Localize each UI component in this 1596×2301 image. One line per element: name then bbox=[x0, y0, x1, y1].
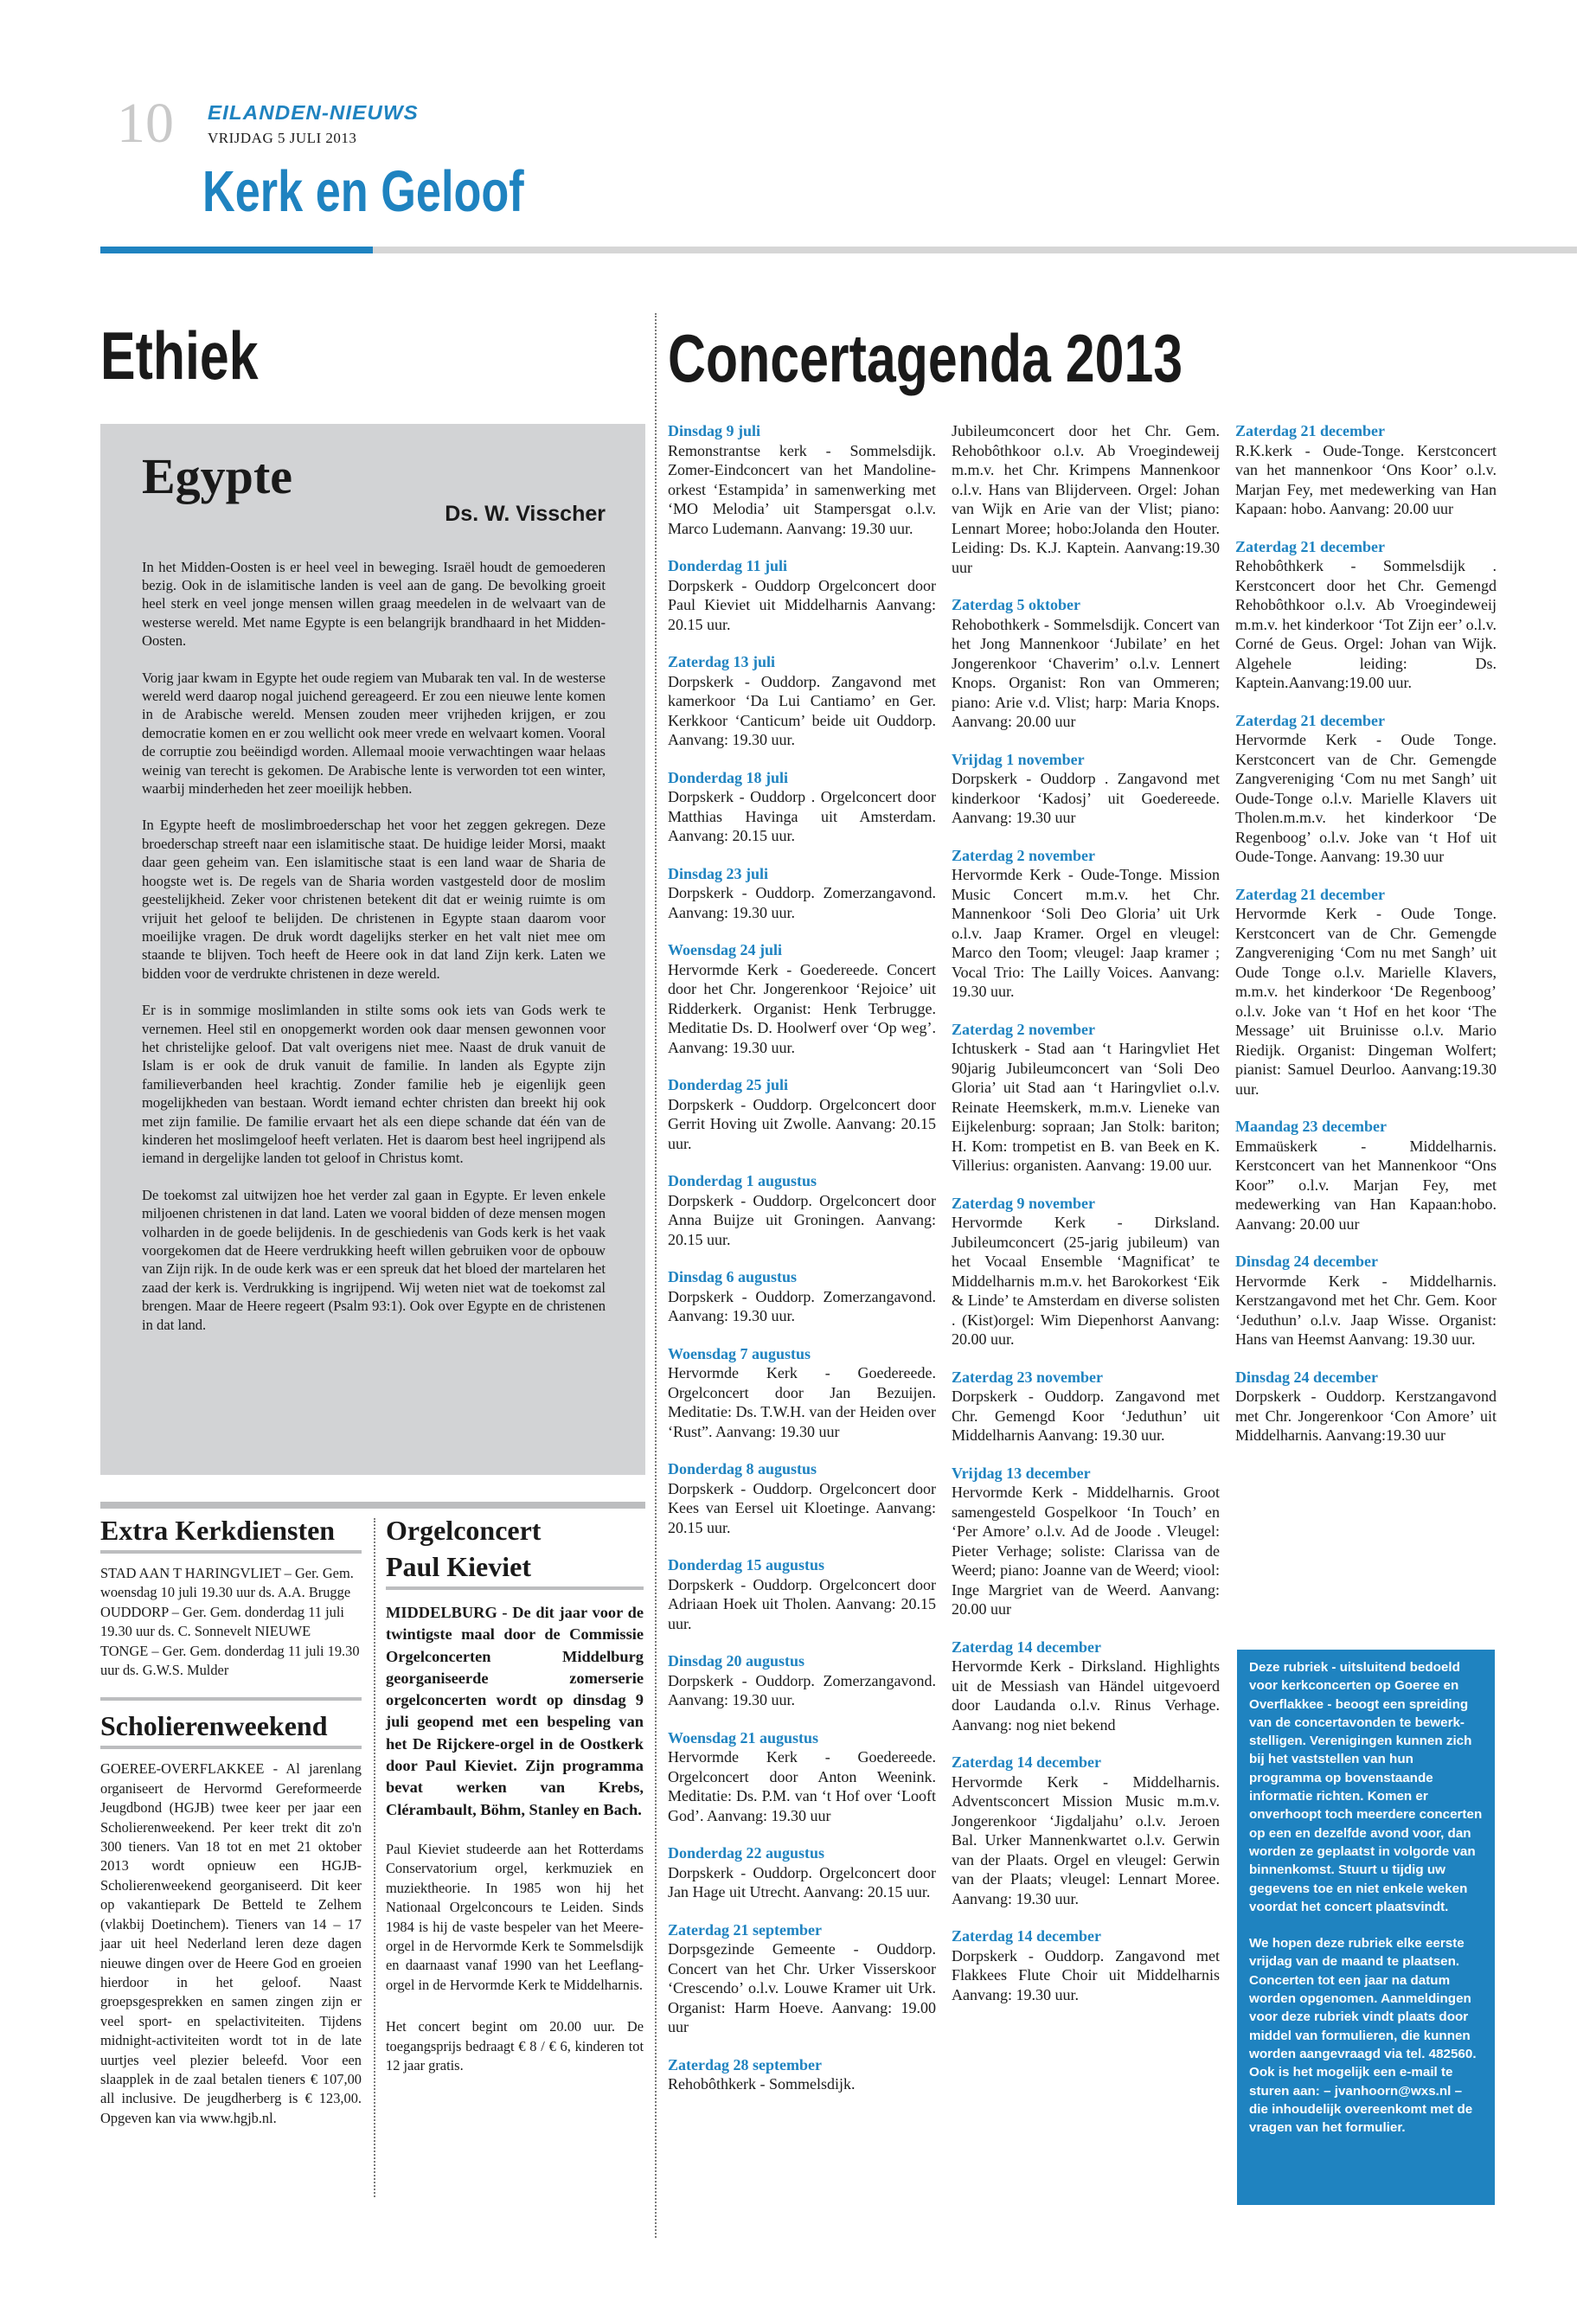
event-date: Zaterdag 21 december bbox=[1235, 422, 1385, 439]
event-text: R.K.kerk - Oude-Tonge. Kerstconcert van het mannenkoor ‘Ons Koor’ o.l.v. Marjan Fey, met medewerking van Han Kapaan: hobo. Aanvang: 20.00 uur bbox=[1235, 441, 1497, 517]
event-text: Dorpskerk - Ouddorp Orgelconcert door Paul Kieviet uit Middelharnis Aanvang: 20.15 uur. bbox=[668, 576, 936, 633]
event-text: Rehobôthkerk - Sommelsdijk . Kerstconcert door het Chr. Gemengd Rehobôthkoor o.l.v. Ab Vroegindeweij m.m.v. het kinderkoor ‘Tot Zijn eer’ o.l.v. Corné de Geus. Orgel: Johan van Wijk. Algehele leiding: Ds. Kaptein.Aanvang:19.00 uur. bbox=[1235, 557, 1497, 691]
event-text: Hervormde Kerk - Goedereede. Orgelconcert door Anton Weenink. Meditatie: Ds. P.M. van ‘t Hof over ‘Looft God’. Aanvang: 19.30 uur bbox=[668, 1748, 936, 1824]
event-date: Donderdag 11 juli bbox=[668, 557, 788, 574]
agenda-event bbox=[1235, 1252, 1497, 1349]
event-text: Dorpskerk - Ouddorp . Zangavond met kinderkoor ‘Kadosj’ uit Goedereede. Aanvang: 19.30 uur bbox=[952, 770, 1220, 826]
event-text: Dorpskerk - Ouddorp. Orgelconcert door Jan Hage uit Utrecht. Aanvang: 20.15 uur. bbox=[668, 1863, 936, 1900]
heading-rule bbox=[100, 1550, 362, 1554]
event-text: Hervormde Kerk - Middelharnis. Adventsconcert Mission Music m.m.v. Jongerenkoor ‘Jigdaljahu’ o.l.v. Jeroen Bal. Urker Mannenkwartet o.l.v. Gerwin van der Plaats. Orgel en vleugel: Gerwin van der Plaats; vleugel: Lennart Moree. Aanvang: 19.30 uur. bbox=[952, 1772, 1220, 1907]
event-date: Donderdag 15 augustus bbox=[668, 1556, 825, 1574]
event-date: Zaterdag 2 november bbox=[952, 1020, 1095, 1038]
agenda-event bbox=[1235, 421, 1497, 519]
event-text: Hervormde Kerk - Goedereede. Concert door het Chr. Jongerenkoor ‘Rejoice’ uit Ridderkerk. Organist: Henk Terbrugge. Meditatie Ds. D. Hoolwerf over ‘Op weg’. Aanvang: 19.30 uur. bbox=[668, 960, 936, 1056]
agenda-heading: Concertagenda 2013 bbox=[668, 320, 1183, 396]
agenda-event bbox=[952, 1020, 1220, 1176]
event-text: Dorpskerk - Ouddorp. Orgelconcert door Kees van Eersel uit Kloetinge. Aanvang: 20.15 uur. bbox=[668, 1479, 936, 1536]
event-date: Dinsdag 9 juli bbox=[668, 422, 761, 439]
event-date: Dinsdag 24 december bbox=[1235, 1253, 1378, 1270]
orgelconcert-article bbox=[386, 1512, 644, 2086]
event-date: Donderdag 18 juli bbox=[668, 768, 789, 786]
agenda-event bbox=[668, 1075, 936, 1153]
page-number: 10 bbox=[117, 92, 174, 155]
agenda-event bbox=[668, 652, 936, 750]
header-rule bbox=[373, 247, 1577, 253]
agenda-event bbox=[668, 864, 936, 923]
event-text: Hervormde Kerk - Oude Tonge. Kerstconcert van de Chr. Gemengde Zangvereniging ‘Com nu met Sangh’ uit Oude-Tonge o.l.v. Marielle Klavers uit Tholen.m.m.v. het kinderkoor ‘De Regenboog’ o.l.v. Joke van ‘t Hof uit Oude-Tonge. Aanvang: 19.30 uur bbox=[1235, 731, 1497, 865]
agenda-column-2 bbox=[952, 421, 1220, 2022]
event-text: Remonstrantse kerk - Sommelsdijk. Zomer-Eindconcert van het Mandoline-orkest ‘Estampida’ in samenwerking met ‘MO Melodia’ uit Stampersgat o.l.v. Marco Ludemann. Aanvang: 19.30 uur. bbox=[668, 441, 936, 537]
agenda-event bbox=[952, 750, 1220, 828]
article-paragraph: Het concert begint om 20.00 uur. De toegangsprijs bedraagt € 8 / € 6, kinderen tot 12 jaar gratis. bbox=[386, 2018, 644, 2074]
agenda-event bbox=[668, 421, 936, 538]
event-date: Zaterdag 13 juli bbox=[668, 653, 775, 670]
agenda-event bbox=[952, 1368, 1220, 1445]
event-date: Zaterdag 14 december bbox=[952, 1927, 1101, 1945]
agenda-event bbox=[1235, 885, 1497, 1099]
event-date: Donderdag 25 juli bbox=[668, 1076, 789, 1093]
event-date: Zaterdag 2 november bbox=[952, 846, 1095, 864]
event-text: Dorpskerk - Ouddorp. Zangavond met kamerkoor ‘Da Lui Cantiamo’ en Ger. Kerkkoor ‘Canticum’ beide uit Ouddorp. Aanvang: 19.30 uur. bbox=[668, 672, 936, 748]
ethiek-heading: Ethiek bbox=[100, 317, 259, 394]
event-text: Hervormde Kerk - Goedereede. Orgelconcert door Jan Bezuijen. Meditatie: Ds. T.W.H. van der Heiden over ‘Rust”. Aanvang: 19.30 uur bbox=[668, 1364, 936, 1440]
event-date: Zaterdag 14 december bbox=[952, 1638, 1101, 1656]
event-date: Maandag 23 december bbox=[1235, 1118, 1387, 1135]
event-date: Zaterdag 21 december bbox=[1235, 711, 1385, 729]
event-date: Woensdag 21 augustus bbox=[668, 1728, 819, 1747]
agenda-event bbox=[1235, 537, 1497, 693]
event-date: Dinsdag 20 augustus bbox=[668, 1652, 805, 1670]
agenda-event bbox=[952, 1464, 1220, 1619]
agenda-event bbox=[668, 1920, 936, 2037]
agenda-event bbox=[952, 1753, 1220, 1908]
event-text: Dorpskerk - Ouddorp. Orgelconcert door Anna Buijze uit Groningen. Aanvang: 20.15 uur. bbox=[668, 1191, 936, 1248]
event-text: Dorpskerk - Ouddorp. Orgelconcert door Adriaan Hoek uit Tholen. Aanvang: 20.15 uur. bbox=[668, 1575, 936, 1632]
event-text: Dorpskerk - Ouddorp. Orgelconcert door Gerrit Hoving uit Zwolle. Aanvang: 20.15 uur. bbox=[668, 1095, 936, 1152]
agenda-event bbox=[668, 1555, 936, 1633]
info-paragraph: We hopen deze rubriek elke eerste vrijdag van de maand te plaatsen. Concerten tot een jaar na datum worden opgenomen. Aanmeldingen voor deze rubriek vindt plaats door middel van formulieren, die kunnen worden aangevraagd via tel. 482560. Ook is het mogelijk een e-mail te sturen aan: – jvanhoorn@wxs.nl – die inhoudelijk overeenkomt met de vragen van het formulier. bbox=[1249, 1936, 1477, 2136]
event-date: Dinsdag 6 augustus bbox=[668, 1268, 798, 1285]
article-paragraph: In het Midden-Oosten is er heel veel in beweging. Israël houdt de gemoederen bezig. Ook in de islamitische landen is veel aan de gang. De bevolking groeit heel sterk en veel jonge mensen willen graag meedelen in de welvaart van de westerse wereld. Met name Egypte is een belangrijk brandhaard in het Midden-Oosten. bbox=[142, 558, 606, 650]
event-text: Ichtuskerk - Stad aan ‘t Haringvliet Het 90jarig Jubileumconcert van ‘Soli Deo Gloria’ uit Stad aan ‘t Haringvliet o.l.v. Reinate Heemskerk, m.m.v. Lieneke van Eijkelenburg: sopraan; Jan Stolk: bariton; H. Kom: trompetist en B. van Beek en K. Villerius: organisten. Aanvang: 19.00 uur. bbox=[952, 1040, 1220, 1174]
section-divider bbox=[100, 1502, 645, 1509]
column-separator bbox=[374, 1518, 375, 2197]
event-text: Dorpskerk - Ouddorp. Zomerzangavond. Aanvang: 19.30 uur. bbox=[668, 1287, 936, 1324]
event-date: Donderdag 22 augustus bbox=[668, 1844, 825, 1862]
event-text: Hervormde Kerk - Middelharnis. Groot samengesteld Gospelkoor ‘In Touch’ en ‘Per Amore’ o.l.v. Ad de Joode . Vleugel: Pieter Verhage; soliste: Clarissa van de Weerd; piano: Joanne van de Weerd; viool: Inge Margriet van de Weerd. Aanvang: 20.00 uur bbox=[952, 1484, 1220, 1618]
ethiek-column-box bbox=[100, 424, 645, 1475]
event-text: Hervormde Kerk - Middelharnis. Kerstzangavond met het Chr. Gem. Koor ‘Jeduthun’ o.l.v. Jaap Wisse. Organist: Hans van Heemst Aanvang: 19.30 uur. bbox=[1235, 1272, 1497, 1348]
agenda-event bbox=[1235, 1117, 1497, 1234]
heading-rule bbox=[100, 1746, 362, 1749]
agenda-event bbox=[1235, 1368, 1497, 1445]
article-lead: MIDDELBURG - De dit jaar voor de twintigste maal door de Commissie Orgelconcerten Middelburg georganiseerde zomerserie orgelconcerten wordt op dinsdag 9 juli geopend met een bespeling van het De Rijckere-orgel in de Oostkerk door Paul Kieviet. Zijn programma bevat werken van Krebs, Clérambault, Böhm, Stanley en Bach. bbox=[386, 1604, 644, 1818]
agenda-event bbox=[952, 595, 1220, 732]
article-heading-line: Paul Kieviet bbox=[386, 1551, 531, 1582]
event-text: Dorpskerk - Ouddorp. Zomerzangavond. Aanvang: 19.30 uur. bbox=[668, 1671, 936, 1708]
event-text: Dorpskerk - Ouddorp. Zangavond met Flakkees Flute Choir uit Middelharnis Aanvang: 19.30 uur. bbox=[952, 1946, 1220, 2003]
agenda-event bbox=[668, 1728, 936, 1826]
agenda-event bbox=[952, 846, 1220, 1002]
agenda-event bbox=[1235, 711, 1497, 867]
agenda-event bbox=[668, 1651, 936, 1710]
event-text: Hervormde Kerk - Oude-Tonge. Mission Music Concert m.m.v. het Chr. Mannenkoor ‘Soli Deo Gloria’ uit Urk o.l.v. Jaap Kramer. Orgel en vleugel: Marco den Toom; vleugel: Jaap kramer ; Vocal Trio: The Lailly Voices. Aanvang: 19.30 uur. bbox=[952, 866, 1220, 1000]
left-articles-column bbox=[100, 1512, 362, 2128]
agenda-column-1 bbox=[668, 421, 936, 2112]
event-date: Zaterdag 21 december bbox=[1235, 537, 1385, 555]
article-paragraph: Er is in sommige moslimlanden in stilte soms ook iets van Gods werk te vernemen. Heel stil en onopgemerkt worden ook daar mensen gewonnen voor het christelijke geloof. Dat valt overigens niet mee. Naast de druk vanuit de Islam is er ook de druk vanuit de familie. In landen als Egypte zijn familieverbanden heel krachtig. Zonder familie heb je eigenlijk geen mogelijkheden van bestaan. Wordt iemand echter christen dan breekt hij ook met zijn familie. De familie ervaart het als een diepe schande dat één van de kinderen het moslimgeloof heeft verlaten. Het is daarom best heel ingrijpend als iemand in dergelijke landen tot geloof in Christus komt. bbox=[142, 1002, 606, 1167]
agenda-event bbox=[668, 1267, 936, 1326]
event-date: Dinsdag 24 december bbox=[1235, 1368, 1378, 1386]
agenda-event bbox=[668, 768, 936, 846]
event-text: Dorpskerk - Ouddorp. Zangavond met Chr. Gemengd Koor ‘Jeduthun’ uit Middelharnis Aanvang: 19.30 uur. bbox=[952, 1388, 1220, 1444]
agenda-event bbox=[952, 1194, 1220, 1349]
event-date: Zaterdag 21 december bbox=[1235, 885, 1385, 903]
agenda-column-3 bbox=[1235, 421, 1497, 1464]
event-text: Emmaüskerk - Middelharnis. Kerstconcert van het Mannenkoor “Ons Koor” o.l.v. Marjan Fey, met medewerking van Han Kapaan:hobo. Aanvang: 20.00 uur bbox=[1235, 1137, 1497, 1233]
masthead-logo: EILANDEN-NIEUWS bbox=[208, 101, 419, 124]
event-text: Jubileumconcert door het Chr. Gem. Rehobôthkoor o.l.v. Ab Vroegindeweij m.m.v. het Chr. Krimpens Mannenkoor o.l.v. Hans van Blijderveen. Orgel: Johan van Wijk en Arie van der Vlist; piano: Lennart Moree; hobo:Jolanda den Houter. Leiding: Ds. K.J. Kaptein. Aanvang:19.30 uur bbox=[952, 422, 1220, 576]
rubriek-info-box bbox=[1237, 1650, 1495, 2205]
event-date: Zaterdag 9 november bbox=[952, 1194, 1095, 1212]
event-text: Hervormde Kerk - Dirksland. Highlights uit de Messiash van Händel uitgevoerd door Laudanda o.l.v. Rinus Verhage. Aanvang: nog niet bekend bbox=[952, 1657, 1220, 1734]
issue-date: VRIJDAG 5 JULI 2013 bbox=[208, 130, 357, 146]
article-heading: Scholierenweekend bbox=[100, 1710, 328, 1742]
event-text: Dorpskerk - Ouddorp. Zomerzangavond. Aanvang: 19.30 uur. bbox=[668, 884, 936, 921]
event-date: Zaterdag 28 september bbox=[668, 2055, 822, 2073]
event-text: Hervormde Kerk - Oude Tonge. Kerstconcert van de Chr. Gemengde Zangvereniging ‘Com nu met Sangh’ uit Oude Tonge o.l.v. Marielle Klavers, m.m.v. het kinderkoor ‘De Regenboog’ o.l.v. Joke van ‘t Hof en het koor ‘The Message’ uit Bruinisse o.l.v. Mario Riedijk. Organist: Dingeman Wolfert; pianist: Samuel Deurloo. Aanvang:19.30 uur. bbox=[1235, 905, 1497, 1098]
agenda-event bbox=[952, 421, 1220, 577]
info-paragraph: Deze rubriek - uitsluitend bedoeld voor kerkconcerten op Goeree en Overflakkee - beoogt een spreiding van de concertavonden te bewerk-stelligen. Verenigingen kunnen zich bij het vaststellen van hun programma op bovenstaande informatie richten. Komen er onverhoopt toch meerdere concerten op een en dezelfde avond voor, dan worden ze geplaatst in volgorde van binnenkomst. Stuurt u tijdig uw gegevens toe en niet enkele weken voordat het concert plaatsvindt. bbox=[1249, 1660, 1483, 1914]
agenda-event bbox=[668, 2055, 936, 2094]
agenda-event bbox=[668, 1344, 936, 1442]
article-paragraph: In Egypte heeft de moslimbroederschap het voor het zeggen gekregen. Deze broederschap streeft naar een islamitische staat. De huidige leider Morsi, maakt daar geen geheim van. Een islamitische staat is een land waar de Sharia de hoogste wet is. De regels van de Sharia worden vastgesteld door de moslim geestelijkheid. Zeker voor christenen betekent dit dat er weinig ruimte is om vrijuit het geloof te belijden. De christenen in Egypte staan daarom voor moeilijke vragen. De druk wordt dagelijks sterker en het valt niet mee om staande te blijven. Toch heeft de Heere ook in dat land Zijn kerk. Laten we bidden voor de verdrukte christenen in deze wereld. bbox=[142, 817, 606, 982]
event-date: Donderdag 1 augustus bbox=[668, 1172, 817, 1189]
event-text: Hervormde Kerk - Dirksland. Jubileumconcert (25-jarig jubileum) van het Vocaal Ensemble ‘Magnificat’ te Middelharnis m.m.v. het Barokorkest ‘Eik & Linde’ te Amsterdam en diverse solisten . (Kist)orgel: Wim Diepenhorst Aanvang: 20.00 uur. bbox=[952, 1214, 1220, 1348]
column-separator bbox=[655, 313, 657, 2238]
section-title: Kerk en Geloof bbox=[202, 159, 524, 224]
event-date: Zaterdag 14 december bbox=[952, 1753, 1101, 1771]
event-text: Dorpskerk - Ouddorp. Kerstzangavond met Chr. Jongerenkoor ‘Con Amore’ uit Middelharnis. Aanvang:19.30 uur bbox=[1235, 1388, 1497, 1444]
event-date: Donderdag 8 augustus bbox=[668, 1460, 817, 1477]
article-body: GOEREE-OVERFLAKKEE - Al jarenlang organiseert de Hervormd Gereformeerde Jeugdbond (HGJB) twee keer per jaar een Scholierenweekend. Per keer trekt dit zo'n 300 tieners. Van 18 tot en met 21 oktober 2013 wordt opnieuw een HGJB-Scholierenweekend georganiseerd. Dit keer op vakantiepark De Betteld te Zelhem (vlakbij Doetinchem). Tieners van 14 – 17 jaar uit heel Nederland leren deze dagen nieuwe dingen over de Heere God en groeien hierdoor in het geloof. Naast groepsgesprekken en samen zingen zijn er veel sport- en spelactiviteiten. Tijdens midnight-activiteiten wordt tot in de late uurtjes veel plezier beleefd. Voor een slaapplek in de zaal betalen tieners € 107,00 all inclusive. De jeugdherberg is € 123,00. Opgeven kan via www.hgjb.nl. bbox=[100, 1760, 362, 2126]
agenda-event bbox=[668, 556, 936, 634]
agenda-event bbox=[668, 1459, 936, 1537]
article-paragraph: De toekomst zal uitwijzen hoe het verder zal gaan in Egypte. Er leven enkele miljoenen christenen in dat land. Laten we vooral bidden of deze mensen mogen volharden in de goede belijdenis. In de geschiedenis van Gods kerk is het vaak voorgekomen dat de Heere verdrukking heeft willen gebruiken voor de opbouw van Zijn rijk. In de oude kerk was er een spreuk dat het bloed der martelaren het zaad der kerk is. Verdrukking is ingrijpend. Wij weten niet wat de toekomst zal brengen. Maar de Heere regeert (Psalm 93:1). Ook over Egypte en de christenen in dat land. bbox=[142, 1186, 606, 1333]
agenda-event bbox=[952, 1926, 1220, 2004]
article-body: STAD AAN T HARINGVLIET – Ger. Gem. woensdag 10 juli 19.30 uur ds. A.A. Brugge OUDDORP – Ger. Gem. donderdag 11 juli 19.30 uur ds. C. Sonnevelt NIEUWE TONGE – Ger. Gem. donderdag 11 juli 19.30 uur ds. G.W.S. Mulder bbox=[100, 1565, 360, 1679]
agenda-event bbox=[668, 1171, 936, 1249]
agenda-event bbox=[668, 940, 936, 1057]
event-date: Zaterdag 5 oktober bbox=[952, 596, 1080, 613]
event-date: Woensdag 7 augustus bbox=[668, 1344, 811, 1362]
article-title: Egypte bbox=[142, 448, 292, 504]
event-text: Rehobothkerk - Sommelsdijk. Concert van het Jong Mannenkoor ‘Jubilate’ en het Jongerenkoor ‘Chaverim’ o.l.v. Lennert Knops. Organist: Ron van Ommeren; piano: Arie v.d. Vlist; harp: Maria Knops. Aanvang: 20.00 uur bbox=[952, 615, 1220, 730]
event-text: Rehobôthkerk - Sommelsdijk. bbox=[668, 2075, 856, 2093]
event-text: Dorpskerk - Ouddorp . Orgelconcert door Matthias Havinga uit Amsterdam. Aanvang: 20.15 uur. bbox=[668, 788, 936, 844]
agenda-event bbox=[952, 1638, 1220, 1735]
event-date: Woensdag 24 juli bbox=[668, 941, 783, 958]
event-date: Vrijdag 13 december bbox=[952, 1464, 1091, 1482]
article-heading: Extra Kerkdiensten bbox=[100, 1515, 336, 1546]
event-date: Vrijdag 1 november bbox=[952, 750, 1085, 768]
header-rule-accent bbox=[100, 247, 373, 253]
event-text: Dorpsgezinde Gemeente - Ouddorp. Concert van het Chr. Urker Visserskoor ‘Crescendo’ o.l.v. Louwe Kramer uit Urk. Organist: Harm Hoeve. Aanvang: 19.00 uur bbox=[668, 1940, 936, 2035]
article-paragraph: Paul Kieviet studeerde aan het Rotterdams Conservatorium orgel, kerkmuziek en muziektheorie. In 1985 won hij het Nationaal Orgelconcours te Leiden. Sinds 1984 is hij de vaste bespeler van het Meere-orgel in de Hervormde Kerk te Sommelsdijk en daarnaast vanaf 1990 van het Leeflang-orgel in de Hervormde Kerk te Middelharnis. bbox=[386, 1840, 644, 1993]
article-heading-line: Orgelconcert bbox=[386, 1515, 542, 1546]
heading-rule bbox=[386, 1586, 644, 1590]
event-date: Zaterdag 21 september bbox=[668, 1920, 822, 1939]
article-author: Ds. W. Visscher bbox=[445, 501, 606, 526]
heading-rule bbox=[100, 1697, 362, 1701]
event-date: Zaterdag 23 november bbox=[952, 1368, 1103, 1386]
article-paragraph: Vorig jaar kwam in Egypte het oude regiem van Mubarak ten val. In de westerse wereld werd daarop nogal juichend gereageerd. Er zou een nieuwe lente komen in de Arabische wereld. Mensen zouden meer vrijheden krijgen, er zou democratie komen en er zou wellicht ook meer vrede en welvaart komen. Vooral de corruptie zou beëindigd worden. Allemaal mooie verwachtingen waar helaas weinig van terecht is gekomen. De Arabische lente is verworden tot een winter, waarbij minderheden het zeer moeilijk hebben. bbox=[142, 669, 606, 798]
event-date: Dinsdag 23 juli bbox=[668, 864, 769, 882]
agenda-event bbox=[668, 1843, 936, 1902]
